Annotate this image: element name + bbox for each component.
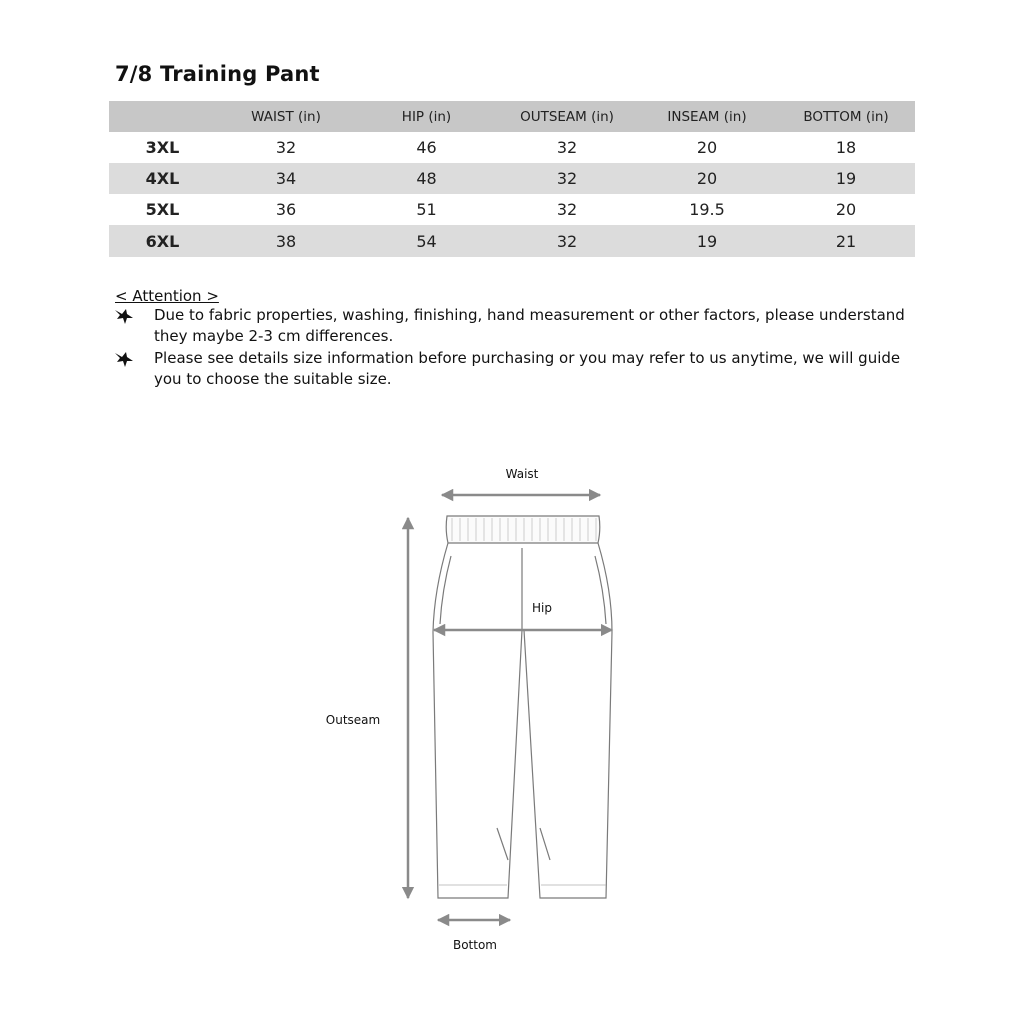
- waist-cell: 34: [216, 163, 356, 194]
- left-hem-vent: [497, 828, 508, 860]
- hip-label: Hip: [532, 601, 552, 615]
- hip-cell: 46: [416, 138, 437, 157]
- waist-label: Waist: [505, 467, 539, 481]
- size-cell: 3XL: [145, 138, 180, 157]
- header-waist: WAIST (in): [216, 101, 356, 132]
- hip-cell: 51: [416, 200, 437, 219]
- bottom-cell: 18: [835, 138, 857, 157]
- bottom-cell: 21: [777, 225, 915, 257]
- attention-heading: < Attention >: [115, 287, 219, 305]
- page-title: 7/8 Training Pant: [115, 62, 320, 86]
- outseam-cell: 32: [497, 163, 637, 194]
- size-cell: 5XL: [145, 200, 180, 219]
- header-inseam: INSEAM (in): [637, 101, 777, 132]
- outseam-cell: 32: [497, 225, 637, 257]
- header-bottom: BOTTOM (in): [777, 101, 915, 132]
- outseam-cell: 32: [556, 138, 578, 157]
- header-outseam: OUTSEAM (in): [497, 101, 637, 132]
- pant-outline: [433, 516, 612, 898]
- inseam-cell: 19: [637, 225, 777, 257]
- left-leg: [433, 543, 522, 898]
- outseam-cell: 32: [556, 200, 578, 219]
- bottom-cell: 20: [835, 200, 857, 219]
- bottom-label: Bottom: [452, 938, 498, 952]
- right-hem-vent: [540, 828, 550, 860]
- inseam-cell: 20: [696, 138, 718, 157]
- waistband: [446, 516, 600, 543]
- attention-note-text: Due to fabric properties, washing, finishing, hand measurement or other factors, please understand they maybe 2-3 cm differences.: [154, 306, 905, 345]
- header-hip: HIP (in): [356, 101, 497, 132]
- size-cell: 6XL: [109, 225, 216, 257]
- waist-cell: 36: [275, 200, 297, 219]
- attention-note-text: Please see details size information before purchasing or you may refer to us anytime, we will guide you to choose the suitable size.: [154, 349, 901, 388]
- waist-cell: 32: [275, 138, 297, 157]
- outseam-label: Outseam: [325, 713, 381, 727]
- inseam-cell: 19.5: [689, 200, 725, 219]
- hip-cell: 48: [356, 163, 497, 194]
- right-leg: [524, 543, 612, 898]
- inseam-cell: 20: [637, 163, 777, 194]
- size-cell: 4XL: [109, 163, 216, 194]
- waist-cell: 38: [216, 225, 356, 257]
- bottom-cell: 19: [777, 163, 915, 194]
- hip-cell: 54: [356, 225, 497, 257]
